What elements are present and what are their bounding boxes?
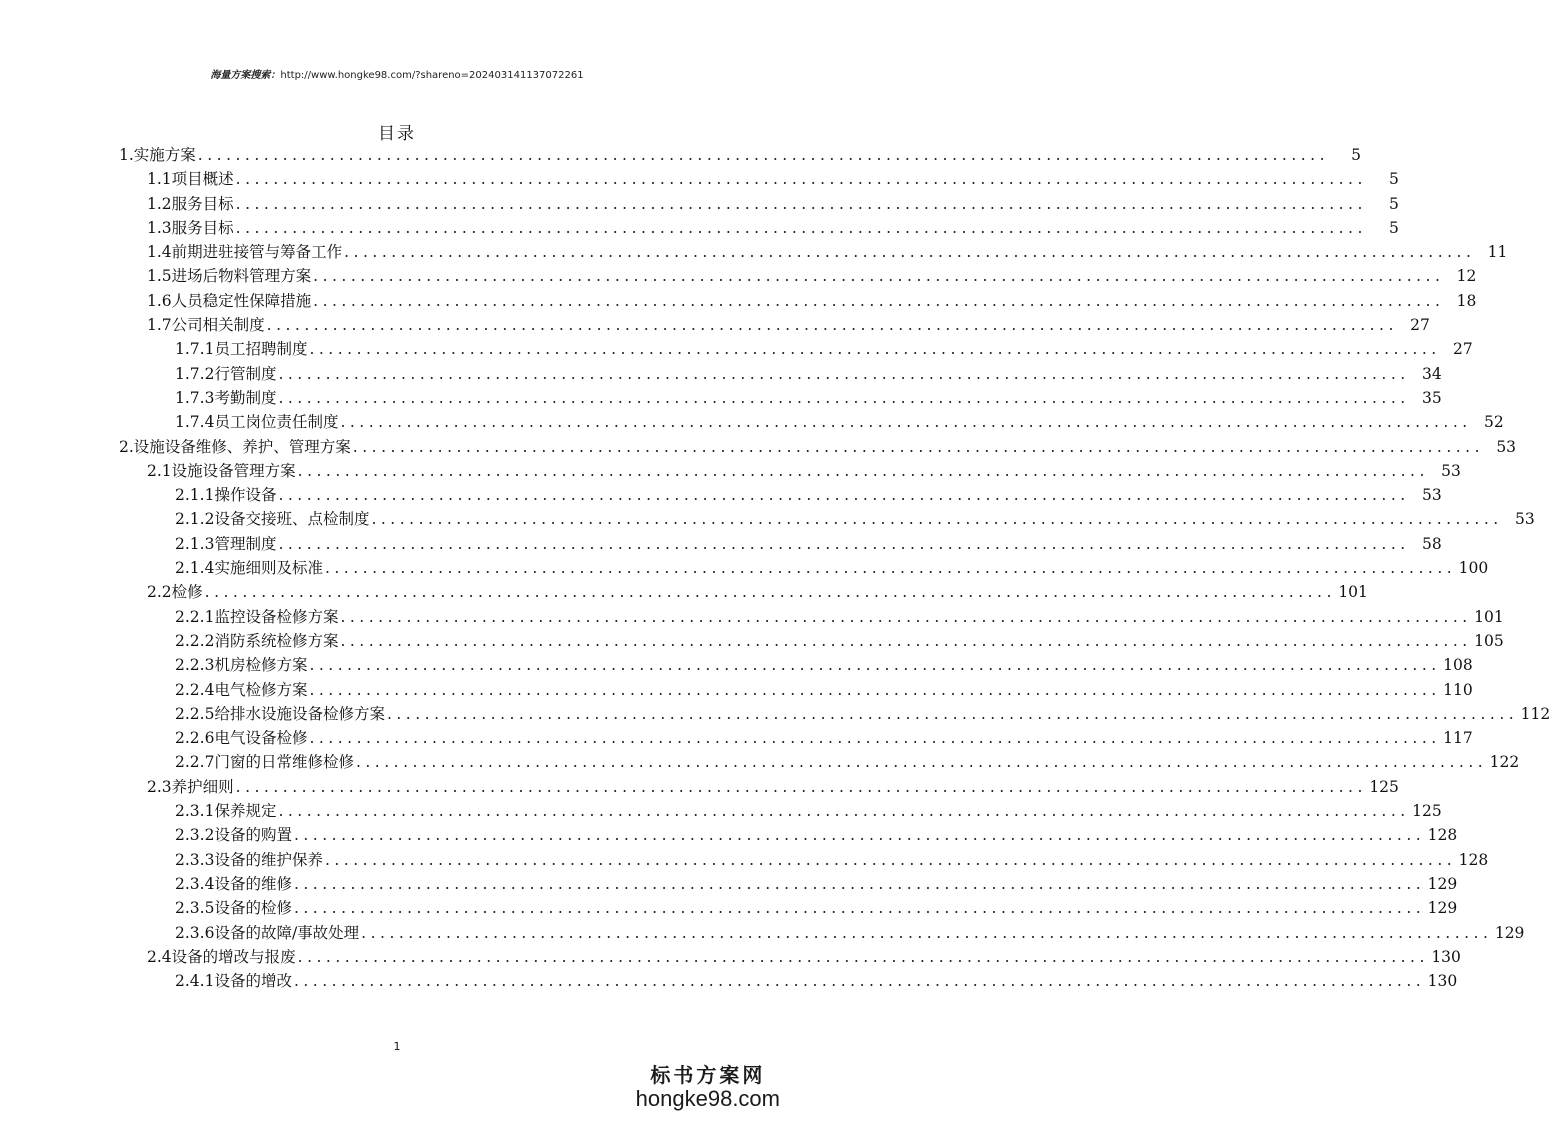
toc-entry-title: 2.1.2设备交接班、点检制度 <box>175 510 370 529</box>
table-of-contents <box>119 143 1550 993</box>
toc-entry-title: 1.7公司相关制度 <box>147 316 265 335</box>
toc-entry-page: 27 <box>1452 340 1473 359</box>
toc-entry-title: 2.1.4实施细则及标准 <box>175 559 323 578</box>
toc-entry-page: 5 <box>1351 146 1362 164</box>
toc-leader-dots: ........................................................................................................................ <box>361 923 1493 942</box>
toc-leader-dots: ........................................................................................................................ <box>293 972 1426 991</box>
toc-leader-dots: ........................................................................................................................ <box>235 170 1367 189</box>
toc-entry[interactable] <box>119 459 1461 483</box>
toc-entry[interactable] <box>119 192 1399 216</box>
toc-entry-title: 2.3.5设备的检修 <box>175 899 292 918</box>
toc-entry-page: 53 <box>1496 437 1517 456</box>
toc-entry-page: 128 <box>1427 826 1458 845</box>
toc-entry-title: 2.2检修 <box>147 583 203 602</box>
toc-entry-title: 1.5进场后物料管理方案 <box>147 267 312 286</box>
toc-entry[interactable] <box>119 678 1473 702</box>
toc-leader-dots: ........................................................................................................................ <box>278 534 1410 553</box>
toc-entry-title: 1.4前期进驻接管与筹备工作 <box>147 243 343 262</box>
page-header <box>0 66 794 81</box>
toc-entry-page: 101 <box>1338 583 1368 602</box>
toc-entry[interactable] <box>119 313 1430 337</box>
toc-entry[interactable] <box>119 823 1458 847</box>
toc-entry[interactable] <box>119 216 1399 240</box>
toc-entry-title: 2.4设备的增改与报废 <box>147 947 296 966</box>
toc-entry-title: 2.设施设备维修、养护、管理方案 <box>119 437 351 456</box>
toc-entry-page: 58 <box>1421 534 1442 553</box>
toc-entry[interactable] <box>119 362 1442 386</box>
toc-leader-dots: ........................................................................................................................ <box>235 194 1367 213</box>
toc-entry-title: 2.1.3管理制度 <box>175 534 277 553</box>
toc-entry-page: 53 <box>1514 510 1535 529</box>
toc-leader-dots: ........................................................................................................................ <box>340 631 1472 650</box>
toc-title: 目录 <box>378 124 416 144</box>
toc-entry-title: 2.3.6设备的故障/事故处理 <box>175 923 360 942</box>
toc-entry[interactable] <box>119 605 1504 629</box>
toc-leader-dots: ........................................................................................................................ <box>278 388 1410 407</box>
toc-entry[interactable] <box>119 726 1473 750</box>
toc-leader-dots: ........................................................................................................................ <box>293 899 1426 918</box>
toc-entry[interactable] <box>119 386 1442 410</box>
toc-leader-dots: ........................................................................................................................ <box>297 947 1429 966</box>
toc-leader-dots: ........................................................................................................................ <box>313 267 1445 286</box>
toc-entry[interactable] <box>119 775 1399 799</box>
toc-entry-title: 1.7.2行管制度 <box>175 364 277 383</box>
toc-leader-dots: ........................................................................................................................ <box>235 218 1367 237</box>
toc-entry-title: 2.2.6电气设备检修 <box>175 729 308 748</box>
toc-leader-dots: ........................................................................................................................ <box>324 850 1457 869</box>
toc-entry-title: 1.7.4员工岗位责任制度 <box>175 413 339 432</box>
toc-entry-page: 100 <box>1458 559 1489 578</box>
toc-leader-dots: ........................................................................................................................ <box>293 826 1426 845</box>
toc-entry-title: 2.4.1设备的增改 <box>175 972 292 991</box>
toc-entry[interactable] <box>119 921 1525 945</box>
page-number: 1 <box>393 1040 401 1053</box>
toc-entry-page: 101 <box>1474 607 1504 626</box>
toc-entry[interactable] <box>119 945 1461 969</box>
header-url[interactable]: http://www.hongke98.com/?shareno=20240314113707226​1 <box>280 70 584 81</box>
toc-entry[interactable] <box>119 969 1458 993</box>
toc-entry[interactable] <box>119 289 1477 313</box>
toc-entry-page: 108 <box>1443 656 1473 675</box>
toc-entry[interactable] <box>119 580 1368 604</box>
toc-entry-title: 1.1项目概述 <box>147 170 234 189</box>
toc-entry-page: 105 <box>1474 631 1504 650</box>
toc-entry-page: 18 <box>1456 291 1477 310</box>
toc-leader-dots: ........................................................................................................................ <box>266 316 1398 335</box>
toc-entry-page: 125 <box>1412 802 1442 821</box>
toc-entry-page: 130 <box>1427 972 1458 991</box>
toc-entry-page: 11 <box>1487 243 1508 262</box>
toc-entry-page: 117 <box>1443 729 1473 748</box>
toc-entry[interactable] <box>119 532 1442 556</box>
toc-entry-page: 5 <box>1389 218 1399 237</box>
toc-leader-dots: ........................................................................................................................ <box>204 583 1336 602</box>
toc-entry-title: 2.3.1保养规定 <box>175 802 277 821</box>
toc-leader-dots: ........................................................................................................................ <box>340 607 1472 626</box>
toc-leader-dots: ........................................................................................................................ <box>278 486 1410 505</box>
toc-leader-dots: ........................................................................................................................ <box>309 340 1441 359</box>
toc-entry-title: 2.1设施设备管理方案 <box>147 461 296 480</box>
toc-entry-page: 122 <box>1489 753 1520 772</box>
toc-entry-title: 2.2.7门窗的日常维修检修 <box>175 753 354 772</box>
toc-entry[interactable] <box>119 896 1458 920</box>
toc-entry-page: 53 <box>1441 461 1461 480</box>
toc-leader-dots: ........................................................................................................................ <box>293 874 1426 893</box>
toc-leader-dots: ........................................................................................................................ <box>386 704 1519 723</box>
toc-entry[interactable] <box>119 872 1458 896</box>
toc-entry-title: 2.2.1监控设备检修方案 <box>175 607 339 626</box>
toc-entry-page: 52 <box>1483 413 1504 432</box>
toc-entry-page: 112 <box>1520 704 1550 723</box>
toc-leader-dots: ........................................................................................................................ <box>352 437 1485 456</box>
toc-entry[interactable] <box>119 556 1489 580</box>
toc-entry[interactable] <box>119 410 1504 434</box>
toc-leader-dots: ........................................................................................................................ <box>371 510 1503 529</box>
toc-entry-page: 5 <box>1389 194 1399 213</box>
toc-leader-dots: ........................................................................................................................ <box>309 729 1441 748</box>
toc-entry-title: 1.3服务目标 <box>147 218 234 237</box>
toc-entry[interactable] <box>119 629 1504 653</box>
toc-entry-title: 1.实施方案 <box>119 146 196 164</box>
toc-entry[interactable] <box>119 750 1520 774</box>
toc-entry-page: 129 <box>1427 899 1458 918</box>
toc-entry-title: 2.3.4设备的维修 <box>175 874 292 893</box>
toc-leader-dots: ........................................................................................................................ <box>324 559 1457 578</box>
toc-entry-title: 2.3.3设备的维护保养 <box>175 850 323 869</box>
toc-entry-title: 1.7.1员工招聘制度 <box>175 340 308 359</box>
toc-entry-title: 2.2.2消防系统检修方案 <box>175 631 339 650</box>
toc-leader-dots: ........................................................................................................................ <box>297 461 1429 480</box>
toc-entry[interactable] <box>119 483 1442 507</box>
toc-entry-title: 2.2.3机房检修方案 <box>175 656 308 675</box>
toc-leader-dots: ........................................................................................................................ <box>197 146 1330 164</box>
toc-leader-dots: ........................................................................................................................ <box>344 243 1476 262</box>
toc-entry-page: 110 <box>1443 680 1473 699</box>
toc-entry-page: 125 <box>1369 777 1399 796</box>
toc-entry-page: 35 <box>1421 388 1442 407</box>
toc-entry-page: 34 <box>1421 364 1442 383</box>
watermark-logo <box>636 1059 780 1112</box>
toc-entry[interactable] <box>119 264 1477 288</box>
toc-entry-title: 2.2.5给排水设施设备检修方案 <box>175 704 385 723</box>
toc-entry[interactable] <box>119 799 1442 823</box>
toc-entry-title: 1.2服务目标 <box>147 194 234 213</box>
toc-entry-title: 2.2.4电气检修方案 <box>175 680 308 699</box>
toc-entry[interactable] <box>119 167 1399 191</box>
toc-entry[interactable] <box>119 702 1550 726</box>
toc-leader-dots: ........................................................................................................................ <box>340 413 1472 432</box>
toc-leader-dots: ........................................................................................................................ <box>278 802 1410 821</box>
toc-leader-dots: ........................................................................................................................ <box>355 753 1488 772</box>
toc-entry[interactable] <box>119 507 1535 531</box>
toc-entry-page: 129 <box>1494 923 1525 942</box>
toc-leader-dots: ........................................................................................................................ <box>313 291 1445 310</box>
toc-entry-title: 2.1.1操作设备 <box>175 486 277 505</box>
toc-entry-page: 5 <box>1389 170 1399 189</box>
toc-entry[interactable] <box>119 143 1362 167</box>
toc-entry-page: 129 <box>1427 874 1458 893</box>
watermark-cn: 标书方案网 <box>650 1063 766 1087</box>
toc-entry-page: 130 <box>1431 947 1461 966</box>
header-label: 海量方案搜索： <box>210 70 281 81</box>
toc-entry-title: 2.3.2设备的购置 <box>175 826 292 845</box>
toc-entry[interactable] <box>119 848 1489 872</box>
toc-leader-dots: ........................................................................................................................ <box>309 656 1441 675</box>
toc-entry-title: 2.3养护细则 <box>147 777 234 796</box>
toc-entry-title: 1.7.3考勤制度 <box>175 388 277 407</box>
toc-entry[interactable] <box>119 337 1473 361</box>
toc-entry[interactable] <box>119 240 1508 264</box>
toc-leader-dots: ........................................................................................................................ <box>278 364 1410 383</box>
toc-leader-dots: ........................................................................................................................ <box>235 777 1367 796</box>
toc-entry-title: 1.6人员稳定性保障措施 <box>147 291 312 310</box>
watermark-en: hongke98.com <box>635 1086 780 1111</box>
toc-leader-dots: ........................................................................................................................ <box>309 680 1441 699</box>
toc-entry[interactable] <box>119 435 1517 459</box>
toc-entry-page: 12 <box>1456 267 1477 286</box>
toc-entry-page: 128 <box>1458 850 1489 869</box>
toc-entry[interactable] <box>119 653 1473 677</box>
toc-entry-page: 27 <box>1410 316 1430 335</box>
toc-entry-page: 53 <box>1421 486 1442 505</box>
